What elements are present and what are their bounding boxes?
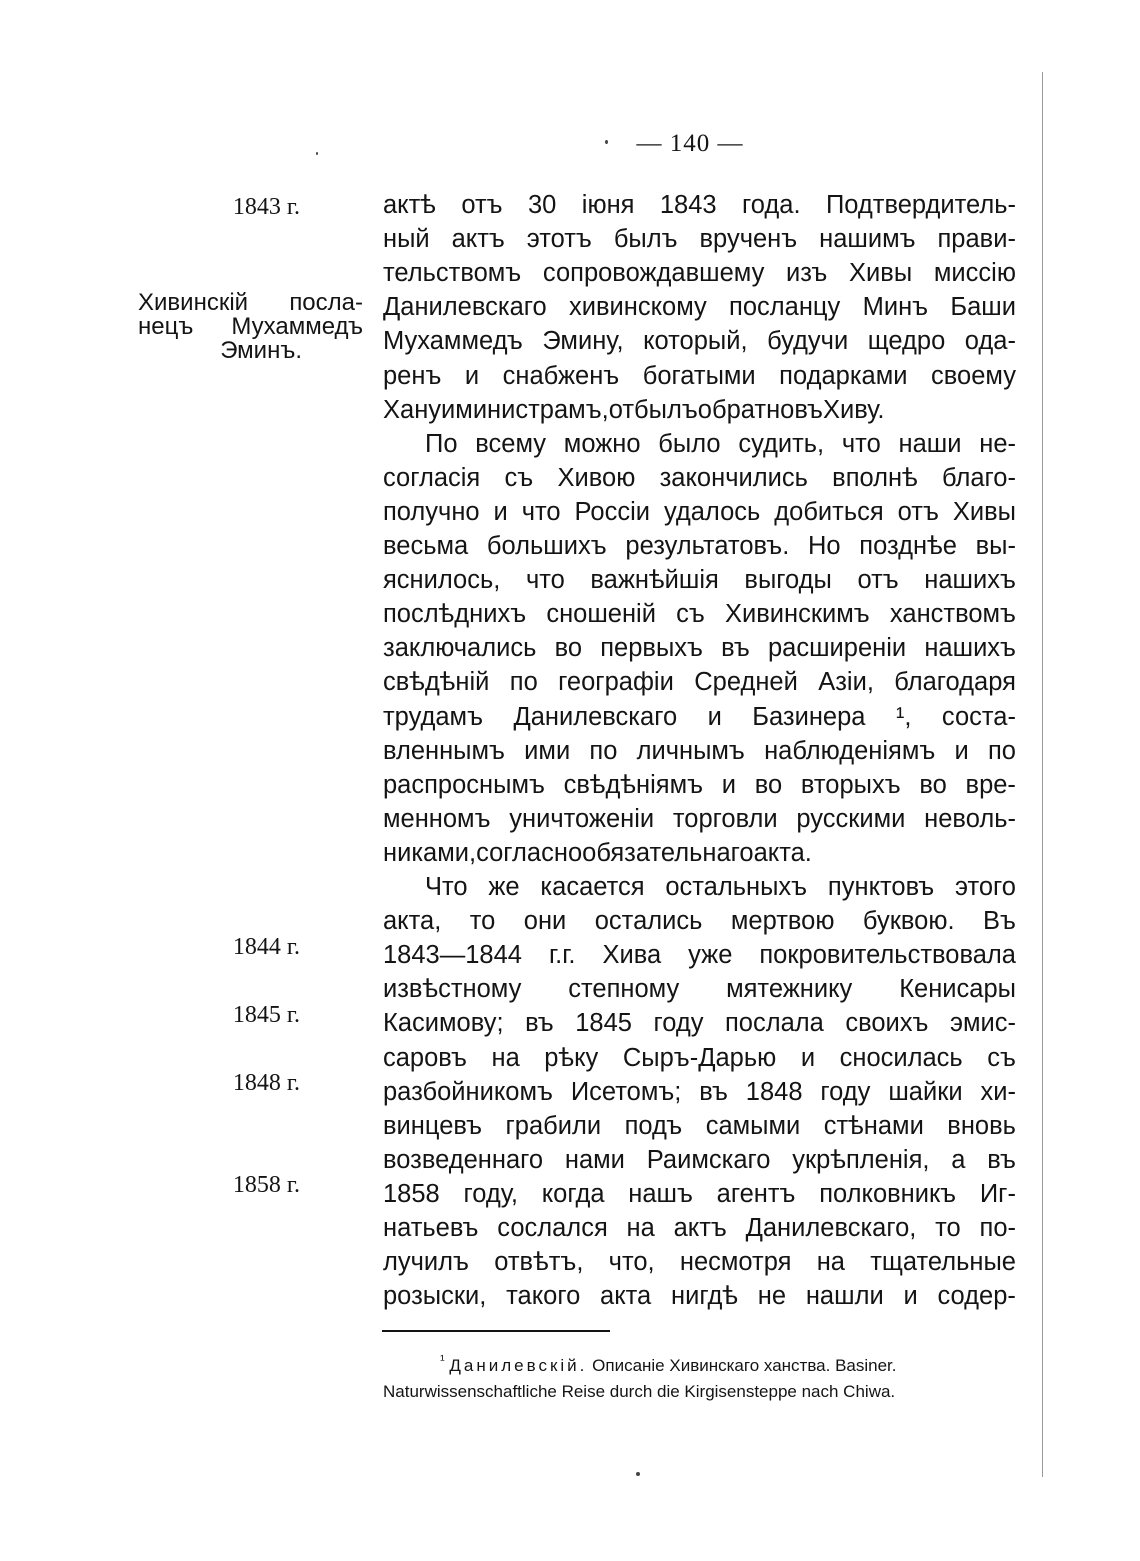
word: буквою. xyxy=(862,907,955,936)
text-line xyxy=(383,290,1016,324)
word: Базинера xyxy=(752,702,866,731)
word: позднѣе xyxy=(859,532,957,560)
word: же xyxy=(488,873,520,901)
word: результатовъ. xyxy=(625,532,790,560)
text-line xyxy=(383,393,1016,427)
word: тщательные xyxy=(870,1248,1016,1277)
page-number: — 140 — xyxy=(636,130,744,157)
word: богатыми xyxy=(642,361,756,390)
word: Хивы xyxy=(952,497,1016,526)
word: согласія xyxy=(383,463,481,492)
word: своему xyxy=(931,361,1016,390)
word: заключались xyxy=(383,634,537,663)
word: по xyxy=(509,668,538,697)
text-line xyxy=(383,222,1016,256)
word: обязательнаго xyxy=(582,838,754,867)
text-line xyxy=(383,938,1016,972)
text-line xyxy=(383,1177,1016,1211)
word: отбылъ xyxy=(608,395,698,424)
word: подарками xyxy=(779,361,908,390)
envoy-word: Мухаммедъ xyxy=(231,313,363,340)
word: и xyxy=(954,736,969,765)
text-line xyxy=(383,1109,1016,1143)
word: посланцу xyxy=(729,293,841,322)
word: актъ xyxy=(451,225,505,254)
word: Сыръ-Дарью xyxy=(622,1043,777,1072)
envoy-word: Эминъ. xyxy=(220,337,302,364)
word: послѣднихъ xyxy=(383,600,527,629)
word: русскими xyxy=(796,804,906,833)
word: Раимскаго xyxy=(646,1145,771,1174)
word: щедро xyxy=(867,327,946,356)
word: врученъ xyxy=(699,225,798,254)
word: въ xyxy=(525,1009,554,1038)
word: хивинскому xyxy=(568,293,707,322)
word: лучилъ xyxy=(383,1248,469,1277)
word: ренъ xyxy=(383,361,442,390)
word: удалось xyxy=(663,497,761,526)
text-line xyxy=(383,461,1016,495)
word: этотъ xyxy=(526,225,592,254)
text-line xyxy=(383,495,1016,529)
word: Исетомъ; xyxy=(570,1077,682,1106)
word: что, xyxy=(608,1248,655,1277)
word: 30 xyxy=(528,191,557,219)
text-line xyxy=(383,188,1016,222)
text-line xyxy=(383,972,1016,1006)
word: весьма xyxy=(383,532,469,560)
margin-year-1844: 1844 г. xyxy=(232,934,300,960)
word: Подтвердитель- xyxy=(825,191,1016,219)
word: Хивинскимъ xyxy=(725,600,870,629)
word: то xyxy=(469,907,496,936)
word: свѣдѣній xyxy=(383,668,490,697)
text-line xyxy=(383,529,1016,563)
word: Хивою xyxy=(557,463,636,492)
word: степному xyxy=(568,975,680,1004)
word: было xyxy=(658,429,721,458)
word: въ xyxy=(699,1077,728,1106)
word: 1843 xyxy=(659,191,717,219)
text-line xyxy=(383,631,1016,665)
word: расширеніи xyxy=(767,634,907,663)
word: подъ xyxy=(624,1111,683,1140)
text-line xyxy=(383,359,1016,393)
word: Иг- xyxy=(979,1179,1016,1208)
word: вы- xyxy=(975,532,1016,560)
word: и xyxy=(441,395,456,424)
word: Хивы xyxy=(849,259,913,288)
word: благо- xyxy=(942,463,1016,492)
word: на xyxy=(491,1043,520,1072)
word: а xyxy=(951,1145,966,1174)
word: 1858 xyxy=(383,1179,440,1208)
word: Минъ xyxy=(862,293,929,322)
margin-year-1843: 1843 г. xyxy=(232,194,300,220)
word: году, xyxy=(463,1179,518,1208)
footnote-rule xyxy=(382,1330,610,1332)
word: эмис- xyxy=(949,1009,1016,1038)
word: что xyxy=(525,566,565,595)
word: первыхъ xyxy=(600,634,703,663)
word: разбойникомъ xyxy=(383,1077,553,1106)
word: 1843—1844 xyxy=(383,941,522,970)
word: самыми xyxy=(705,1111,801,1140)
word: будучи xyxy=(767,327,849,356)
word: который, xyxy=(643,327,748,356)
word: іюня xyxy=(581,191,635,219)
word: такого xyxy=(506,1282,581,1311)
word: не xyxy=(757,1282,787,1311)
word: розыски, xyxy=(383,1282,487,1311)
word: по xyxy=(987,736,1016,765)
footnote-title: Описаніе Хивинскаго ханства. Basiner. xyxy=(592,1356,897,1375)
word: нигдѣ xyxy=(671,1282,739,1311)
footnote-marker: ¹ xyxy=(440,1351,445,1368)
word: сослался xyxy=(497,1214,608,1242)
word: Въ xyxy=(982,907,1016,936)
text-line xyxy=(383,1041,1016,1075)
word: обратно xyxy=(697,395,795,424)
footnote-author: Данилевскій. xyxy=(449,1356,588,1375)
word: миссію xyxy=(933,259,1016,288)
word: ими xyxy=(524,736,571,765)
word: Данилевскаго xyxy=(383,293,547,322)
word: сопровождавшему xyxy=(542,259,765,288)
word: 1848 xyxy=(745,1077,803,1106)
text-line xyxy=(383,597,1016,631)
word: отъ xyxy=(461,191,503,219)
word: въ xyxy=(987,1145,1016,1174)
word: укрѣпленія, xyxy=(792,1145,930,1174)
word: шайки xyxy=(888,1077,963,1106)
word: получно xyxy=(383,497,480,526)
word: по xyxy=(589,736,618,765)
word: уничтоженіи xyxy=(509,804,655,833)
word: распроснымъ xyxy=(383,770,545,799)
word: актъ xyxy=(673,1214,727,1242)
word: и xyxy=(800,1043,816,1072)
word: актѣ xyxy=(383,191,436,219)
word: уже xyxy=(688,941,733,970)
word: отвѣтъ, xyxy=(494,1248,584,1277)
word: выгоды xyxy=(744,566,832,595)
margin-year-1858: 1858 г. xyxy=(232,1172,300,1198)
word: въ xyxy=(721,634,750,663)
word: никами, xyxy=(383,838,477,867)
margin-envoy-note xyxy=(138,291,363,363)
word: Средней xyxy=(694,668,798,697)
word: тельствомъ xyxy=(383,259,522,288)
word: пунктовъ xyxy=(827,873,935,901)
word: Азіи, xyxy=(818,668,874,697)
word: не- xyxy=(979,429,1016,458)
word: вторыхъ xyxy=(800,770,901,799)
word: всему xyxy=(475,429,547,458)
word: г.г. xyxy=(548,941,576,970)
word: остальныхъ xyxy=(665,873,808,901)
word: года. xyxy=(742,191,801,219)
word: году xyxy=(653,1009,704,1038)
word: и xyxy=(903,1282,918,1311)
word: они xyxy=(523,907,567,936)
word: во xyxy=(754,770,783,799)
word: хи- xyxy=(980,1077,1016,1106)
word: вре- xyxy=(965,770,1016,799)
envoy-note-row xyxy=(138,315,363,339)
word: снабженъ xyxy=(502,361,620,390)
word: рѣку xyxy=(544,1043,599,1072)
word: Что xyxy=(425,873,468,901)
text-line xyxy=(383,1211,1016,1245)
word: на xyxy=(626,1214,655,1242)
word: большихъ xyxy=(486,532,607,560)
envoy-word: Хивинскій xyxy=(138,289,249,316)
word: прави- xyxy=(937,225,1016,254)
word: и xyxy=(707,702,722,731)
word: Эмину, xyxy=(542,327,624,356)
envoy-word: нецъ xyxy=(138,313,194,340)
text-line xyxy=(383,1279,1016,1313)
word: съ xyxy=(676,600,705,629)
text-line xyxy=(425,427,1016,461)
word: несмотря xyxy=(679,1248,792,1277)
word: и xyxy=(464,361,480,390)
word: касается xyxy=(540,873,645,901)
text-line xyxy=(383,1245,1016,1279)
word: судить, xyxy=(738,429,825,458)
text-line xyxy=(425,870,1016,904)
margin-year-1848: 1848 г. xyxy=(232,1070,300,1096)
word: нашихъ xyxy=(924,566,1016,595)
word: Данилевскаго xyxy=(513,702,678,731)
word: Баши xyxy=(950,293,1016,322)
print-speck xyxy=(636,1472,640,1476)
word: вленнымъ xyxy=(383,736,505,765)
word: содер- xyxy=(937,1282,1016,1311)
word: акта. xyxy=(753,838,812,867)
word: изъ xyxy=(786,259,828,288)
word: яснилось, xyxy=(383,566,501,595)
text-line xyxy=(383,836,1016,870)
word: грабили xyxy=(505,1111,602,1140)
envoy-word: посла- xyxy=(289,289,363,316)
word: ханствомъ xyxy=(889,600,1016,629)
text-line xyxy=(383,1143,1016,1177)
envoy-note-row xyxy=(138,339,363,363)
word: возведеннаго xyxy=(383,1145,544,1174)
word: нами xyxy=(564,1145,625,1174)
word: торговли xyxy=(672,804,778,833)
margin-year-1845: 1845 г. xyxy=(232,1002,300,1028)
word: этого xyxy=(955,873,1016,901)
word: вполнѣ xyxy=(832,463,918,492)
footnote-line-1 xyxy=(440,1353,897,1379)
page-right-edge xyxy=(1042,72,1043,1477)
word: свѣдѣніямъ xyxy=(563,770,704,799)
word: полковникъ xyxy=(819,1179,957,1208)
word: послала xyxy=(724,1009,824,1038)
word: вновь xyxy=(947,1111,1016,1140)
word: нашихъ xyxy=(924,634,1016,663)
word: и xyxy=(721,770,737,799)
word: менномъ xyxy=(383,804,491,833)
word: своихъ xyxy=(845,1009,929,1038)
word: Мухаммедъ xyxy=(383,327,523,356)
word: во xyxy=(919,770,947,799)
word: Касимову; xyxy=(383,1009,504,1038)
word: Хиву. xyxy=(822,395,885,424)
word: въ xyxy=(794,395,823,424)
text-line xyxy=(383,768,1016,802)
word: ¹, xyxy=(895,702,912,731)
word: согласно xyxy=(476,838,583,867)
word: личнымъ xyxy=(636,736,745,765)
print-speck xyxy=(316,152,318,155)
word: ный xyxy=(383,225,430,254)
word: добиться xyxy=(774,497,884,526)
text-line xyxy=(383,256,1016,290)
word: Хива xyxy=(602,941,662,970)
word: наши xyxy=(898,429,962,458)
word: былъ xyxy=(613,225,678,254)
word: географіи xyxy=(558,668,674,697)
envoy-note-row xyxy=(138,291,363,315)
word: съ xyxy=(987,1043,1016,1072)
word: ода- xyxy=(964,327,1016,356)
word: сношеній xyxy=(546,600,656,629)
word: Данилевскаго, xyxy=(745,1214,917,1242)
word: и xyxy=(493,497,508,526)
word: неволь- xyxy=(924,804,1016,833)
text-line xyxy=(383,665,1016,699)
word: нашъ xyxy=(628,1179,693,1208)
word: важнѣйшія xyxy=(590,566,719,595)
word: отъ xyxy=(897,497,939,526)
word: на xyxy=(816,1248,845,1277)
word: нашли xyxy=(805,1282,884,1311)
word: акта, xyxy=(383,907,442,936)
word: во xyxy=(554,634,583,663)
word: Россіи xyxy=(574,497,651,526)
text-line xyxy=(383,802,1016,836)
text-line xyxy=(383,700,1016,734)
word: наблюденіямъ xyxy=(764,736,936,765)
word: соста- xyxy=(941,702,1016,731)
text-line xyxy=(383,324,1016,358)
word: агентъ xyxy=(716,1179,796,1208)
word: министрамъ, xyxy=(455,395,609,424)
word: нашимъ xyxy=(819,225,916,254)
word: закончились xyxy=(659,463,808,492)
word: благодаря xyxy=(894,668,1016,697)
word: 1845 xyxy=(575,1009,632,1038)
word: по- xyxy=(979,1214,1016,1242)
word: Кенисары xyxy=(899,975,1016,1004)
word: отъ xyxy=(857,566,899,595)
word: Хану xyxy=(383,395,442,424)
word: Но xyxy=(807,532,841,560)
footnote-line-2: Naturwissenschaftliche Reise durch die Kirgisensteppe nach Chiwa. xyxy=(383,1382,896,1401)
word: стѣнами xyxy=(823,1111,924,1140)
word: то xyxy=(935,1214,961,1242)
word: По xyxy=(425,429,458,458)
word: остались xyxy=(594,907,703,936)
text-line xyxy=(383,1006,1016,1040)
word: году xyxy=(820,1077,871,1106)
word: саровъ xyxy=(383,1043,467,1072)
word: натьевъ xyxy=(383,1214,479,1242)
word: съ xyxy=(504,463,534,492)
word: когда xyxy=(541,1179,605,1208)
word: акта xyxy=(600,1282,652,1311)
word: мертвою xyxy=(730,907,835,936)
text-line xyxy=(383,563,1016,597)
word: трудамъ xyxy=(383,702,484,731)
text-line xyxy=(383,734,1016,768)
word: мятежнику xyxy=(726,975,853,1004)
word: сносилась xyxy=(839,1043,963,1072)
word: покровительствовала xyxy=(759,941,1016,970)
text-line xyxy=(383,1075,1016,1109)
word: что xyxy=(521,497,561,526)
word: извѣстному xyxy=(383,975,522,1004)
word: можно xyxy=(563,429,641,458)
word: винцевъ xyxy=(383,1111,483,1140)
word: что xyxy=(841,429,881,458)
text-line xyxy=(383,904,1016,938)
